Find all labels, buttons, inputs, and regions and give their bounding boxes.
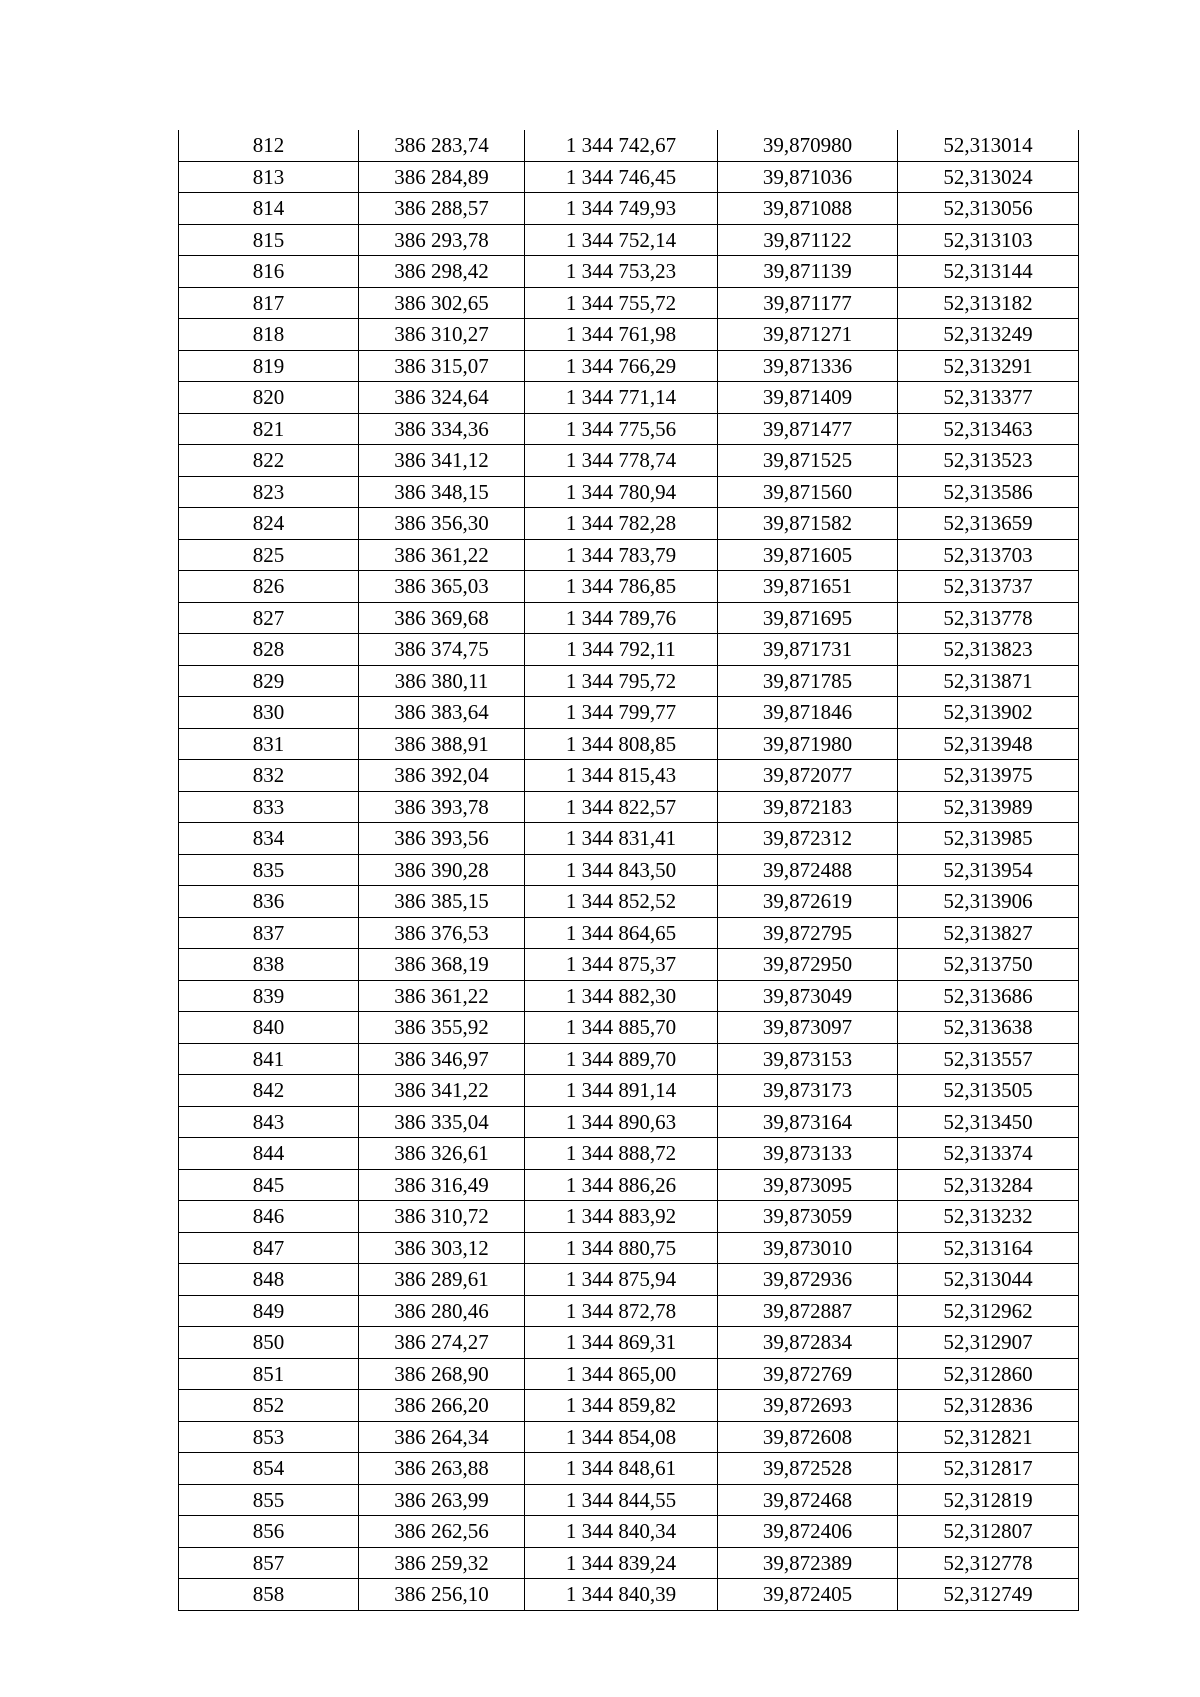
point-number-cell: 824 xyxy=(179,508,359,540)
longitude-cell: 39,871731 xyxy=(718,634,898,666)
point-number-cell: 832 xyxy=(179,760,359,792)
y-coordinate-cell: 1 344 792,11 xyxy=(525,634,718,666)
x-coordinate-cell: 386 263,99 xyxy=(359,1484,525,1516)
longitude-cell: 39,871605 xyxy=(718,539,898,571)
y-coordinate-cell: 1 344 882,30 xyxy=(525,980,718,1012)
y-coordinate-cell: 1 344 883,92 xyxy=(525,1201,718,1233)
table-row xyxy=(179,949,1079,981)
table-row xyxy=(179,665,1079,697)
y-coordinate-cell: 1 344 778,74 xyxy=(525,445,718,477)
longitude-cell: 39,872468 xyxy=(718,1484,898,1516)
latitude-cell: 52,313948 xyxy=(898,728,1079,760)
x-coordinate-cell: 386 263,88 xyxy=(359,1453,525,1485)
longitude-cell: 39,872693 xyxy=(718,1390,898,1422)
table-row xyxy=(179,1295,1079,1327)
y-coordinate-cell: 1 344 822,57 xyxy=(525,791,718,823)
y-coordinate-cell: 1 344 808,85 xyxy=(525,728,718,760)
y-coordinate-cell: 1 344 889,70 xyxy=(525,1043,718,1075)
latitude-cell: 52,313871 xyxy=(898,665,1079,697)
table-row xyxy=(179,539,1079,571)
y-coordinate-cell: 1 344 852,52 xyxy=(525,886,718,918)
point-number-cell: 830 xyxy=(179,697,359,729)
point-number-cell: 813 xyxy=(179,161,359,193)
point-number-cell: 844 xyxy=(179,1138,359,1170)
x-coordinate-cell: 386 268,90 xyxy=(359,1358,525,1390)
latitude-cell: 52,313374 xyxy=(898,1138,1079,1170)
y-coordinate-cell: 1 344 875,94 xyxy=(525,1264,718,1296)
latitude-cell: 52,313778 xyxy=(898,602,1079,634)
latitude-cell: 52,312821 xyxy=(898,1421,1079,1453)
longitude-cell: 39,872312 xyxy=(718,823,898,855)
longitude-cell: 39,871088 xyxy=(718,193,898,225)
y-coordinate-cell: 1 344 844,55 xyxy=(525,1484,718,1516)
y-coordinate-cell: 1 344 840,39 xyxy=(525,1579,718,1611)
longitude-cell: 39,872769 xyxy=(718,1358,898,1390)
latitude-cell: 52,313975 xyxy=(898,760,1079,792)
x-coordinate-cell: 386 385,15 xyxy=(359,886,525,918)
latitude-cell: 52,313523 xyxy=(898,445,1079,477)
latitude-cell: 52,313954 xyxy=(898,854,1079,886)
longitude-cell: 39,871980 xyxy=(718,728,898,760)
longitude-cell: 39,871409 xyxy=(718,382,898,414)
table-row xyxy=(179,1327,1079,1359)
latitude-cell: 52,313827 xyxy=(898,917,1079,949)
table-row xyxy=(179,1421,1079,1453)
point-number-cell: 856 xyxy=(179,1516,359,1548)
point-number-cell: 851 xyxy=(179,1358,359,1390)
y-coordinate-cell: 1 344 782,28 xyxy=(525,508,718,540)
point-number-cell: 857 xyxy=(179,1547,359,1579)
y-coordinate-cell: 1 344 752,14 xyxy=(525,224,718,256)
latitude-cell: 52,312962 xyxy=(898,1295,1079,1327)
x-coordinate-cell: 386 368,19 xyxy=(359,949,525,981)
point-number-cell: 835 xyxy=(179,854,359,886)
table-row xyxy=(179,634,1079,666)
y-coordinate-cell: 1 344 755,72 xyxy=(525,287,718,319)
x-coordinate-cell: 386 310,72 xyxy=(359,1201,525,1233)
y-coordinate-cell: 1 344 880,75 xyxy=(525,1232,718,1264)
longitude-cell: 39,870980 xyxy=(718,130,898,161)
point-number-cell: 831 xyxy=(179,728,359,760)
y-coordinate-cell: 1 344 749,93 xyxy=(525,193,718,225)
latitude-cell: 52,312749 xyxy=(898,1579,1079,1611)
x-coordinate-cell: 386 284,89 xyxy=(359,161,525,193)
y-coordinate-cell: 1 344 891,14 xyxy=(525,1075,718,1107)
latitude-cell: 52,313989 xyxy=(898,791,1079,823)
table-row xyxy=(179,1358,1079,1390)
x-coordinate-cell: 386 341,22 xyxy=(359,1075,525,1107)
y-coordinate-cell: 1 344 843,50 xyxy=(525,854,718,886)
point-number-cell: 828 xyxy=(179,634,359,666)
table-row xyxy=(179,1390,1079,1422)
x-coordinate-cell: 386 369,68 xyxy=(359,602,525,634)
y-coordinate-cell: 1 344 859,82 xyxy=(525,1390,718,1422)
coordinates-table-body xyxy=(179,130,1079,1610)
latitude-cell: 52,313144 xyxy=(898,256,1079,288)
latitude-cell: 52,313906 xyxy=(898,886,1079,918)
x-coordinate-cell: 386 388,91 xyxy=(359,728,525,760)
table-row xyxy=(179,571,1079,603)
table-row xyxy=(179,256,1079,288)
y-coordinate-cell: 1 344 840,34 xyxy=(525,1516,718,1548)
latitude-cell: 52,313703 xyxy=(898,539,1079,571)
x-coordinate-cell: 386 289,61 xyxy=(359,1264,525,1296)
y-coordinate-cell: 1 344 875,37 xyxy=(525,949,718,981)
y-coordinate-cell: 1 344 864,65 xyxy=(525,917,718,949)
y-coordinate-cell: 1 344 848,61 xyxy=(525,1453,718,1485)
table-row xyxy=(179,224,1079,256)
latitude-cell: 52,313737 xyxy=(898,571,1079,603)
longitude-cell: 39,873097 xyxy=(718,1012,898,1044)
table-row xyxy=(179,413,1079,445)
latitude-cell: 52,313557 xyxy=(898,1043,1079,1075)
latitude-cell: 52,313505 xyxy=(898,1075,1079,1107)
point-number-cell: 847 xyxy=(179,1232,359,1264)
longitude-cell: 39,871122 xyxy=(718,224,898,256)
table-row xyxy=(179,319,1079,351)
point-number-cell: 853 xyxy=(179,1421,359,1453)
x-coordinate-cell: 386 341,12 xyxy=(359,445,525,477)
latitude-cell: 52,313638 xyxy=(898,1012,1079,1044)
longitude-cell: 39,873153 xyxy=(718,1043,898,1075)
latitude-cell: 52,313686 xyxy=(898,980,1079,1012)
y-coordinate-cell: 1 344 815,43 xyxy=(525,760,718,792)
latitude-cell: 52,313750 xyxy=(898,949,1079,981)
point-number-cell: 812 xyxy=(179,130,359,161)
table-row xyxy=(179,1579,1079,1611)
latitude-cell: 52,313182 xyxy=(898,287,1079,319)
latitude-cell: 52,313463 xyxy=(898,413,1079,445)
latitude-cell: 52,312836 xyxy=(898,1390,1079,1422)
y-coordinate-cell: 1 344 795,72 xyxy=(525,665,718,697)
point-number-cell: 819 xyxy=(179,350,359,382)
table-row xyxy=(179,791,1079,823)
point-number-cell: 829 xyxy=(179,665,359,697)
y-coordinate-cell: 1 344 865,00 xyxy=(525,1358,718,1390)
table-row xyxy=(179,1075,1079,1107)
coordinates-table xyxy=(178,130,1079,1611)
x-coordinate-cell: 386 393,56 xyxy=(359,823,525,855)
longitude-cell: 39,872608 xyxy=(718,1421,898,1453)
x-coordinate-cell: 386 298,42 xyxy=(359,256,525,288)
y-coordinate-cell: 1 344 753,23 xyxy=(525,256,718,288)
point-number-cell: 822 xyxy=(179,445,359,477)
table-row xyxy=(179,508,1079,540)
longitude-cell: 39,871695 xyxy=(718,602,898,634)
x-coordinate-cell: 386 316,49 xyxy=(359,1169,525,1201)
table-row xyxy=(179,161,1079,193)
point-number-cell: 817 xyxy=(179,287,359,319)
table-row xyxy=(179,130,1079,161)
point-number-cell: 848 xyxy=(179,1264,359,1296)
longitude-cell: 39,871525 xyxy=(718,445,898,477)
table-row xyxy=(179,1232,1079,1264)
x-coordinate-cell: 386 390,28 xyxy=(359,854,525,886)
x-coordinate-cell: 386 334,36 xyxy=(359,413,525,445)
longitude-cell: 39,873095 xyxy=(718,1169,898,1201)
point-number-cell: 821 xyxy=(179,413,359,445)
longitude-cell: 39,872936 xyxy=(718,1264,898,1296)
x-coordinate-cell: 386 326,61 xyxy=(359,1138,525,1170)
longitude-cell: 39,873049 xyxy=(718,980,898,1012)
point-number-cell: 852 xyxy=(179,1390,359,1422)
longitude-cell: 39,872488 xyxy=(718,854,898,886)
point-number-cell: 850 xyxy=(179,1327,359,1359)
x-coordinate-cell: 386 266,20 xyxy=(359,1390,525,1422)
table-row xyxy=(179,602,1079,634)
longitude-cell: 39,873164 xyxy=(718,1106,898,1138)
y-coordinate-cell: 1 344 872,78 xyxy=(525,1295,718,1327)
latitude-cell: 52,312817 xyxy=(898,1453,1079,1485)
y-coordinate-cell: 1 344 746,45 xyxy=(525,161,718,193)
table-row xyxy=(179,193,1079,225)
x-coordinate-cell: 386 274,27 xyxy=(359,1327,525,1359)
table-row xyxy=(179,854,1079,886)
x-coordinate-cell: 386 356,30 xyxy=(359,508,525,540)
table-row xyxy=(179,287,1079,319)
x-coordinate-cell: 386 315,07 xyxy=(359,350,525,382)
point-number-cell: 814 xyxy=(179,193,359,225)
longitude-cell: 39,872077 xyxy=(718,760,898,792)
longitude-cell: 39,873173 xyxy=(718,1075,898,1107)
longitude-cell: 39,872887 xyxy=(718,1295,898,1327)
latitude-cell: 52,313659 xyxy=(898,508,1079,540)
table-row xyxy=(179,697,1079,729)
latitude-cell: 52,313024 xyxy=(898,161,1079,193)
point-number-cell: 836 xyxy=(179,886,359,918)
longitude-cell: 39,871036 xyxy=(718,161,898,193)
table-row xyxy=(179,728,1079,760)
longitude-cell: 39,873133 xyxy=(718,1138,898,1170)
table-row xyxy=(179,1264,1079,1296)
table-row xyxy=(179,1453,1079,1485)
longitude-cell: 39,871582 xyxy=(718,508,898,540)
point-number-cell: 834 xyxy=(179,823,359,855)
table-row xyxy=(179,1106,1079,1138)
x-coordinate-cell: 386 348,15 xyxy=(359,476,525,508)
latitude-cell: 52,313450 xyxy=(898,1106,1079,1138)
table-row xyxy=(179,1043,1079,1075)
point-number-cell: 815 xyxy=(179,224,359,256)
y-coordinate-cell: 1 344 761,98 xyxy=(525,319,718,351)
y-coordinate-cell: 1 344 890,63 xyxy=(525,1106,718,1138)
latitude-cell: 52,312807 xyxy=(898,1516,1079,1548)
point-number-cell: 818 xyxy=(179,319,359,351)
longitude-cell: 39,871651 xyxy=(718,571,898,603)
latitude-cell: 52,313902 xyxy=(898,697,1079,729)
x-coordinate-cell: 386 283,74 xyxy=(359,130,525,161)
y-coordinate-cell: 1 344 885,70 xyxy=(525,1012,718,1044)
point-number-cell: 838 xyxy=(179,949,359,981)
table-row xyxy=(179,1012,1079,1044)
x-coordinate-cell: 386 365,03 xyxy=(359,571,525,603)
point-number-cell: 827 xyxy=(179,602,359,634)
x-coordinate-cell: 386 262,56 xyxy=(359,1516,525,1548)
x-coordinate-cell: 386 374,75 xyxy=(359,634,525,666)
longitude-cell: 39,872406 xyxy=(718,1516,898,1548)
longitude-cell: 39,871846 xyxy=(718,697,898,729)
longitude-cell: 39,872389 xyxy=(718,1547,898,1579)
latitude-cell: 52,313291 xyxy=(898,350,1079,382)
y-coordinate-cell: 1 344 786,85 xyxy=(525,571,718,603)
point-number-cell: 823 xyxy=(179,476,359,508)
latitude-cell: 52,312907 xyxy=(898,1327,1079,1359)
x-coordinate-cell: 386 264,34 xyxy=(359,1421,525,1453)
longitude-cell: 39,873010 xyxy=(718,1232,898,1264)
x-coordinate-cell: 386 280,46 xyxy=(359,1295,525,1327)
x-coordinate-cell: 386 346,97 xyxy=(359,1043,525,1075)
latitude-cell: 52,313044 xyxy=(898,1264,1079,1296)
table-row xyxy=(179,760,1079,792)
y-coordinate-cell: 1 344 766,29 xyxy=(525,350,718,382)
longitude-cell: 39,871560 xyxy=(718,476,898,508)
table-row xyxy=(179,1138,1079,1170)
table-row xyxy=(179,445,1079,477)
longitude-cell: 39,872834 xyxy=(718,1327,898,1359)
x-coordinate-cell: 386 361,22 xyxy=(359,539,525,571)
point-number-cell: 839 xyxy=(179,980,359,1012)
y-coordinate-cell: 1 344 789,76 xyxy=(525,602,718,634)
x-coordinate-cell: 386 383,64 xyxy=(359,697,525,729)
latitude-cell: 52,313164 xyxy=(898,1232,1079,1264)
x-coordinate-cell: 386 361,22 xyxy=(359,980,525,1012)
y-coordinate-cell: 1 344 742,67 xyxy=(525,130,718,161)
longitude-cell: 39,871785 xyxy=(718,665,898,697)
table-row xyxy=(179,350,1079,382)
point-number-cell: 820 xyxy=(179,382,359,414)
longitude-cell: 39,871139 xyxy=(718,256,898,288)
table-row xyxy=(179,823,1079,855)
point-number-cell: 849 xyxy=(179,1295,359,1327)
x-coordinate-cell: 386 256,10 xyxy=(359,1579,525,1611)
point-number-cell: 841 xyxy=(179,1043,359,1075)
table-row xyxy=(179,1516,1079,1548)
longitude-cell: 39,872619 xyxy=(718,886,898,918)
latitude-cell: 52,313377 xyxy=(898,382,1079,414)
y-coordinate-cell: 1 344 783,79 xyxy=(525,539,718,571)
x-coordinate-cell: 386 380,11 xyxy=(359,665,525,697)
longitude-cell: 39,872795 xyxy=(718,917,898,949)
table-row xyxy=(179,382,1079,414)
x-coordinate-cell: 386 310,27 xyxy=(359,319,525,351)
longitude-cell: 39,872950 xyxy=(718,949,898,981)
latitude-cell: 52,312778 xyxy=(898,1547,1079,1579)
x-coordinate-cell: 386 293,78 xyxy=(359,224,525,256)
latitude-cell: 52,313249 xyxy=(898,319,1079,351)
x-coordinate-cell: 386 355,92 xyxy=(359,1012,525,1044)
longitude-cell: 39,871477 xyxy=(718,413,898,445)
latitude-cell: 52,313103 xyxy=(898,224,1079,256)
point-number-cell: 833 xyxy=(179,791,359,823)
y-coordinate-cell: 1 344 854,08 xyxy=(525,1421,718,1453)
y-coordinate-cell: 1 344 888,72 xyxy=(525,1138,718,1170)
x-coordinate-cell: 386 335,04 xyxy=(359,1106,525,1138)
point-number-cell: 846 xyxy=(179,1201,359,1233)
point-number-cell: 845 xyxy=(179,1169,359,1201)
point-number-cell: 855 xyxy=(179,1484,359,1516)
y-coordinate-cell: 1 344 831,41 xyxy=(525,823,718,855)
y-coordinate-cell: 1 344 775,56 xyxy=(525,413,718,445)
latitude-cell: 52,313056 xyxy=(898,193,1079,225)
table-row xyxy=(179,1201,1079,1233)
latitude-cell: 52,312819 xyxy=(898,1484,1079,1516)
latitude-cell: 52,313823 xyxy=(898,634,1079,666)
latitude-cell: 52,313014 xyxy=(898,130,1079,161)
point-number-cell: 837 xyxy=(179,917,359,949)
y-coordinate-cell: 1 344 771,14 xyxy=(525,382,718,414)
point-number-cell: 826 xyxy=(179,571,359,603)
longitude-cell: 39,872183 xyxy=(718,791,898,823)
x-coordinate-cell: 386 376,53 xyxy=(359,917,525,949)
longitude-cell: 39,872528 xyxy=(718,1453,898,1485)
x-coordinate-cell: 386 303,12 xyxy=(359,1232,525,1264)
longitude-cell: 39,871177 xyxy=(718,287,898,319)
point-number-cell: 843 xyxy=(179,1106,359,1138)
point-number-cell: 825 xyxy=(179,539,359,571)
y-coordinate-cell: 1 344 869,31 xyxy=(525,1327,718,1359)
point-number-cell: 840 xyxy=(179,1012,359,1044)
x-coordinate-cell: 386 392,04 xyxy=(359,760,525,792)
longitude-cell: 39,871336 xyxy=(718,350,898,382)
longitude-cell: 39,871271 xyxy=(718,319,898,351)
y-coordinate-cell: 1 344 780,94 xyxy=(525,476,718,508)
y-coordinate-cell: 1 344 799,77 xyxy=(525,697,718,729)
table-row xyxy=(179,476,1079,508)
x-coordinate-cell: 386 393,78 xyxy=(359,791,525,823)
table-row xyxy=(179,1169,1079,1201)
table-row xyxy=(179,1547,1079,1579)
latitude-cell: 52,313284 xyxy=(898,1169,1079,1201)
x-coordinate-cell: 386 324,64 xyxy=(359,382,525,414)
table-row xyxy=(179,1484,1079,1516)
x-coordinate-cell: 386 259,32 xyxy=(359,1547,525,1579)
latitude-cell: 52,313586 xyxy=(898,476,1079,508)
longitude-cell: 39,872405 xyxy=(718,1579,898,1611)
x-coordinate-cell: 386 302,65 xyxy=(359,287,525,319)
table-row xyxy=(179,980,1079,1012)
point-number-cell: 858 xyxy=(179,1579,359,1611)
y-coordinate-cell: 1 344 886,26 xyxy=(525,1169,718,1201)
latitude-cell: 52,312860 xyxy=(898,1358,1079,1390)
y-coordinate-cell: 1 344 839,24 xyxy=(525,1547,718,1579)
longitude-cell: 39,873059 xyxy=(718,1201,898,1233)
latitude-cell: 52,313232 xyxy=(898,1201,1079,1233)
x-coordinate-cell: 386 288,57 xyxy=(359,193,525,225)
table-row xyxy=(179,917,1079,949)
point-number-cell: 842 xyxy=(179,1075,359,1107)
latitude-cell: 52,313985 xyxy=(898,823,1079,855)
point-number-cell: 816 xyxy=(179,256,359,288)
table-row xyxy=(179,886,1079,918)
point-number-cell: 854 xyxy=(179,1453,359,1485)
